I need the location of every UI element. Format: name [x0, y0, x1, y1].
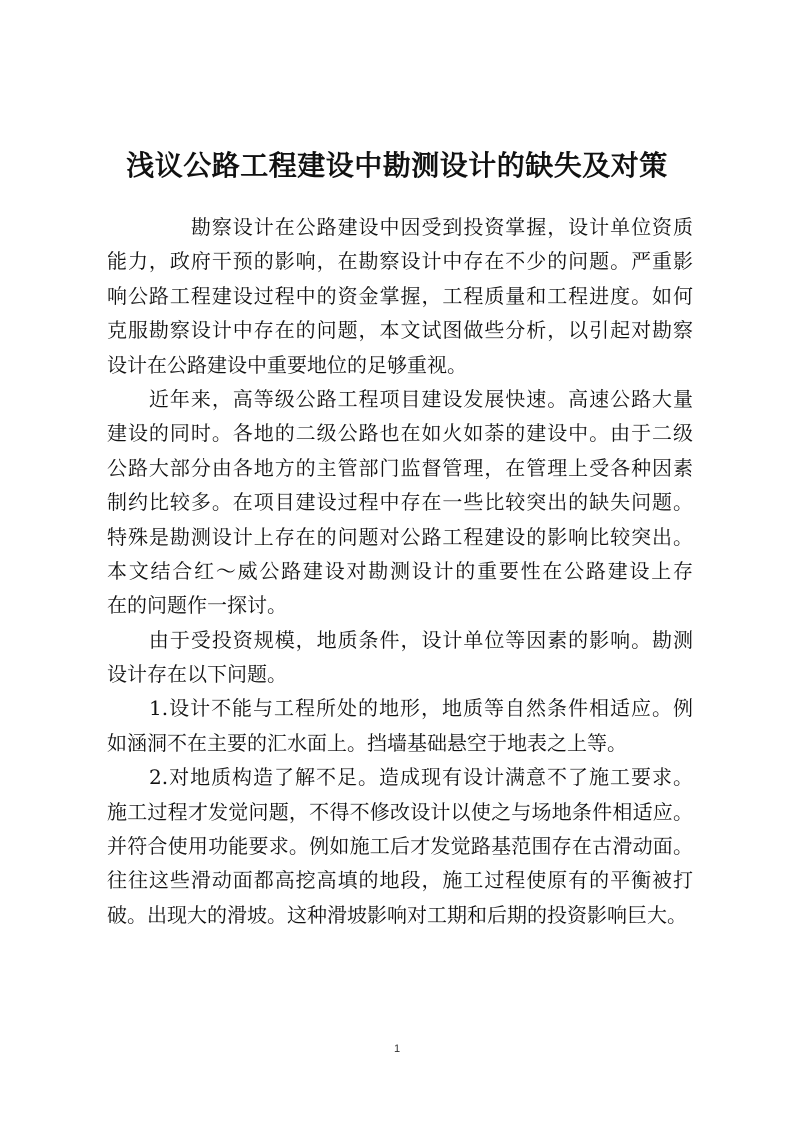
- text-line: 制约比较多。在项目建设过程中存在一些比较突出的缺失问题。: [107, 490, 693, 515]
- page-number: 1: [393, 1043, 401, 1055]
- text-line: 并符合使用功能要求。例如施工后才发觉路基范围存在古滑动面。: [107, 834, 693, 859]
- text-line: 在的问题作一探讨。: [107, 593, 287, 618]
- text-line: 近年来，高等级公路工程项目建设发展快速。高速公路大量: [107, 386, 693, 411]
- text-line: 2.对地质构造了解不足。造成现有设计满意不了施工要求。: [107, 765, 693, 790]
- document-body: [107, 210, 693, 932]
- text-line: 破。出现大的滑坡。这种滑坡影响对工期和后期的投资影响巨大。: [107, 902, 687, 927]
- text-line: 由于受投资规模，地质条件，设计单位等因素的影响。勘测: [107, 627, 693, 652]
- text-line: 勘察设计在公路建设中因受到投资掌握，设计单位资质: [107, 215, 693, 239]
- text-line: 设计存在以下问题。: [107, 662, 287, 687]
- text-line: 公路大部分由各地方的主管部门监督管理，在管理上受各种因素: [107, 455, 693, 480]
- document-title: 浅议公路工程建设中勘测设计的缺失及对策: [126, 149, 668, 182]
- text-line: 特殊是勘测设计上存在的问题对公路工程建设的影响比较突出。: [107, 524, 693, 549]
- text-line: 能力，政府干预的影响，在勘察设计中存在不少的问题。严重影: [107, 249, 693, 274]
- text-line: 施工过程才发觉问题，不得不修改设计以使之与场地条件相适应。: [107, 799, 693, 824]
- text-line: 往往这些滑动面都高挖高填的地段，施工过程使原有的平衡被打: [107, 868, 693, 893]
- text-line: 克服勘察设计中存在的问题，本文试图做些分析，以引起对勘察: [107, 318, 693, 343]
- text-line: 建设的同时。各地的二级公路也在如火如荼的建设中。由于二级: [107, 421, 693, 446]
- text-line: 如涵洞不在主要的汇水面上。挡墙基础悬空于地表之上等。: [107, 730, 627, 755]
- text-line: 本文结合红～威公路建设对勘测设计的重要性在公路建设上存: [107, 558, 693, 583]
- text-line: 设计在公路建设中重要地位的足够重视。: [107, 352, 467, 377]
- text-line: 响公路工程建设过程中的资金掌握，工程质量和工程进度。如何: [107, 283, 693, 308]
- text-line: 1.设计不能与工程所处的地形，地质等自然条件相适应。例: [107, 696, 693, 721]
